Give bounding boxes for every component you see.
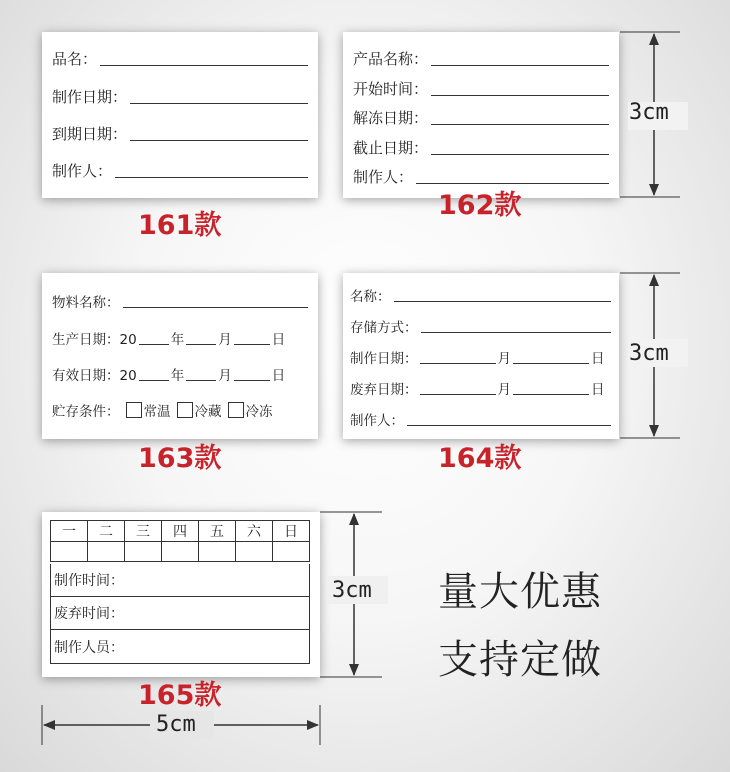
day-unit: 日 [271, 368, 286, 384]
height-dimension-164: 3cm [629, 341, 669, 366]
weekday-cell: 六 [236, 521, 273, 542]
day-blank [513, 393, 589, 395]
field-label: 制作人： [353, 168, 414, 186]
blank-cell [199, 542, 236, 562]
field-deadline [353, 137, 609, 158]
blank-cell [236, 542, 273, 562]
label-163 [42, 273, 318, 439]
field-storage-conditions [52, 400, 308, 420]
field-label: 截止日期： [353, 139, 429, 157]
weekday-cell: 三 [125, 521, 162, 542]
field-label: 物料名称： [52, 295, 120, 311]
label-164 [343, 273, 619, 439]
field-label: 贮存条件： [52, 404, 120, 420]
checkbox-refrigerated [177, 402, 193, 418]
year-unit: 年 [170, 332, 185, 348]
day-unit: 日 [591, 382, 605, 398]
fill-line [123, 306, 309, 308]
field-maker [350, 409, 611, 429]
weekday-grid [50, 520, 310, 562]
field-label: 制作日期： [350, 351, 418, 367]
field-label: 废弃日期： [350, 382, 418, 398]
day-blank [234, 379, 270, 381]
blank-cell [125, 542, 162, 562]
field-made-date [350, 347, 611, 367]
checkbox-frozen [228, 402, 244, 418]
fill-line [431, 94, 609, 96]
weekday-cell: 二 [88, 521, 125, 542]
row-discard-time [50, 597, 310, 630]
field-start-time [353, 78, 609, 99]
fill-line [130, 139, 308, 141]
option-refrigerated: 冷藏 [194, 404, 222, 420]
day-unit: 日 [271, 332, 286, 348]
blank-cell [51, 542, 88, 562]
weekday-cell: 五 [199, 521, 236, 542]
day-blank [513, 362, 589, 364]
month-unit: 月 [218, 332, 232, 348]
field-storage-method [350, 316, 611, 336]
code-162: 162款 [438, 190, 522, 221]
field-made-date [52, 86, 308, 107]
option-frozen: 冷冻 [245, 404, 273, 420]
blank-cell [273, 542, 310, 562]
width-dimension-165: 5cm [156, 712, 196, 737]
row-label: 废弃时间： [54, 606, 124, 622]
row-label: 制作人员： [54, 639, 124, 656]
field-label: 制作人： [52, 162, 113, 180]
label-162 [343, 32, 619, 198]
month-unit: 月 [218, 368, 232, 384]
field-label: 开始时间： [353, 80, 429, 98]
code-165: 165款 [138, 680, 222, 711]
day-unit: 日 [591, 351, 605, 367]
day-blank [234, 343, 270, 345]
field-product-name [353, 48, 609, 69]
month-blank [186, 379, 216, 381]
code-164: 164款 [438, 443, 522, 474]
fill-line [421, 331, 612, 333]
month-blank [420, 393, 496, 395]
fill-line [394, 300, 612, 302]
field-discard-date [350, 378, 611, 398]
year-unit: 年 [170, 368, 185, 384]
field-thaw-date [353, 107, 609, 128]
fill-line [431, 64, 609, 66]
promo-line-bulk-discount: 量大优惠 [438, 569, 602, 615]
year-blank [139, 379, 169, 381]
code-161: 161款 [138, 210, 222, 241]
field-label: 制作日期： [52, 88, 128, 106]
field-label: 制作人： [350, 413, 404, 429]
field-expiry-date [52, 123, 308, 144]
checkbox-room-temp [126, 402, 142, 418]
month-unit: 月 [497, 351, 511, 367]
field-label: 解冻日期： [353, 109, 429, 127]
weekday-cell: 四 [162, 521, 199, 542]
fill-line [115, 176, 308, 178]
month-blank [186, 343, 216, 345]
field-material-name [52, 291, 308, 311]
field-label: 存储方式： [350, 320, 418, 336]
field-label: 产品名称： [353, 50, 429, 68]
row-label: 制作时间： [54, 573, 124, 589]
field-maker [52, 160, 308, 181]
field-label: 到期日期： [52, 125, 128, 143]
label-161 [42, 32, 318, 198]
field-label: 生产日期：20 [52, 332, 137, 348]
field-label: 有效日期：20 [52, 368, 137, 384]
fill-line [130, 102, 308, 104]
weekday-cell: 日 [273, 521, 310, 542]
weekday-cell: 一 [51, 521, 88, 542]
fill-line [100, 64, 308, 66]
field-product-name [52, 48, 308, 69]
month-unit: 月 [497, 382, 511, 398]
weekday-header-row [51, 521, 310, 542]
fill-line [407, 424, 611, 426]
fill-line [431, 153, 609, 155]
code-163: 163款 [138, 443, 222, 474]
field-production-date [52, 328, 308, 348]
height-dimension-162: 3cm [629, 100, 669, 125]
height-dimension-165: 3cm [332, 578, 372, 603]
field-label: 名称： [350, 289, 391, 305]
label-165 [42, 512, 320, 677]
field-label: 品名： [52, 50, 98, 68]
row-maker [50, 630, 310, 664]
blank-cell [162, 542, 199, 562]
row-made-time [50, 564, 310, 597]
weekday-blank-row [51, 542, 310, 562]
promo-line-custom-made: 支持定做 [438, 637, 602, 683]
year-blank [139, 343, 169, 345]
month-blank [420, 362, 496, 364]
field-name [350, 285, 611, 305]
field-valid-date [52, 364, 308, 384]
option-room-temp: 常温 [143, 404, 171, 420]
fill-line [431, 123, 609, 125]
blank-cell [88, 542, 125, 562]
